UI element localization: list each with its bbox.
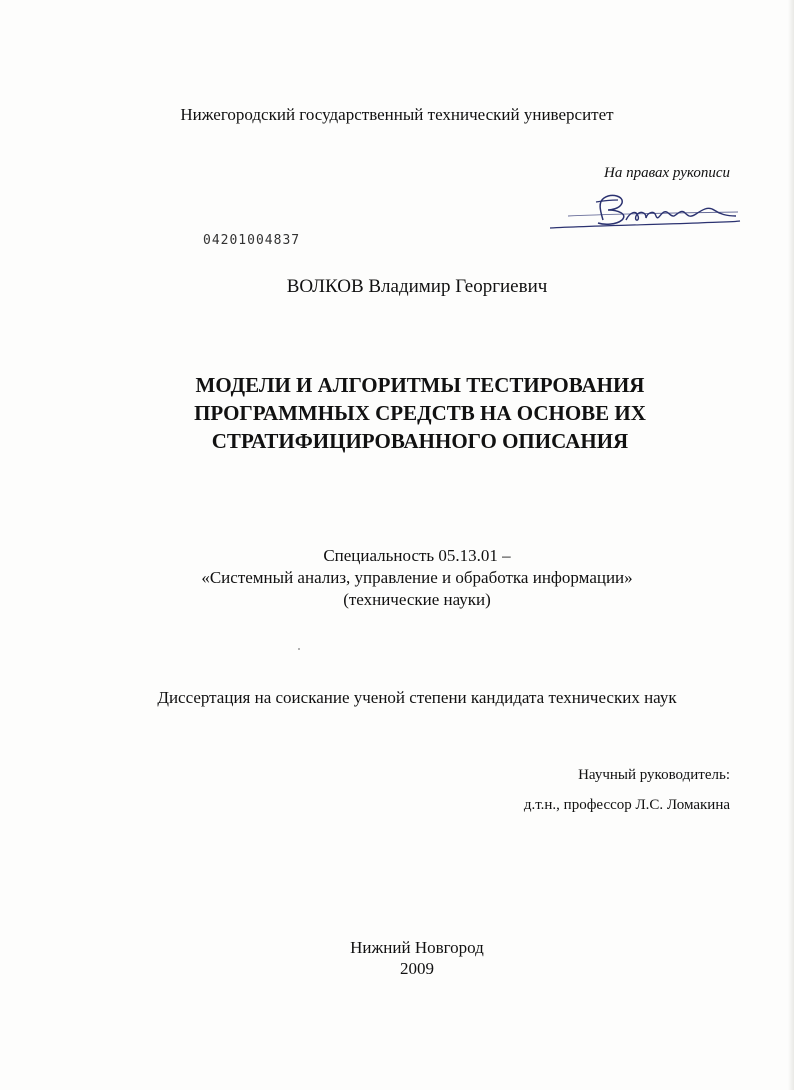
title-line: СТРАТИФИЦИРОВАННОГО ОПИСАНИЯ xyxy=(211,429,629,453)
specialty-field: (технические науки) xyxy=(343,590,491,609)
university-name: Нижегородский государственный технический университет xyxy=(180,105,614,124)
city: Нижний Новгород xyxy=(350,938,484,957)
year: 2009 xyxy=(400,959,434,978)
degree-statement: Диссертация на соискание ученой степени кандидата технических наук xyxy=(157,688,677,707)
title-line: МОДЕЛИ И АЛГОРИТМЫ ТЕСТИРОВАНИЯ xyxy=(195,373,645,397)
dissertation-title xyxy=(80,371,760,455)
supervisor-name: д.т.н., профессор Л.С. Ломакина xyxy=(523,797,730,813)
place-and-year xyxy=(0,937,794,979)
specialty-code: Специальность 05.13.01 – xyxy=(323,546,511,565)
title-line: ПРОГРАММНЫХ СРЕДСТВ НА ОСНОВЕ ИХ xyxy=(194,401,646,425)
supervisor-label: Научный руководитель: xyxy=(578,767,730,783)
library-inventory-number: 04201004837 xyxy=(203,233,301,248)
specialty-block xyxy=(0,545,794,611)
author-name: ВОЛКОВ Владимир Георгиевич xyxy=(286,276,548,297)
manuscript-rights-note: На правах рукописи xyxy=(604,165,730,181)
signature-icon xyxy=(548,190,743,236)
scan-speck xyxy=(298,648,300,650)
supervisor-block xyxy=(524,760,730,820)
specialty-name: «Системный анализ, управление и обработка информации» xyxy=(201,568,633,587)
